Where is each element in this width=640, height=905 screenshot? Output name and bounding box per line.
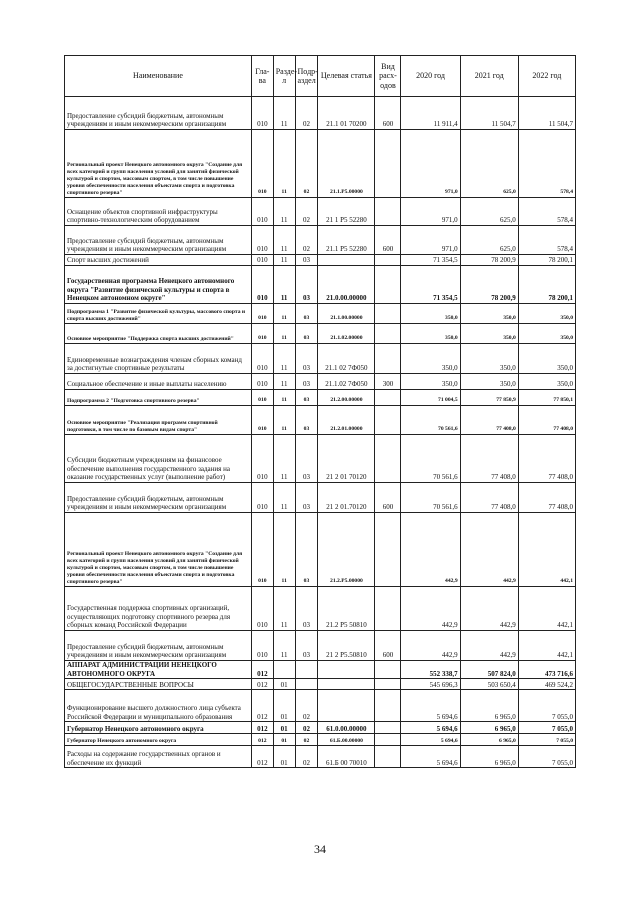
- header-glava: Глава: [251, 56, 273, 97]
- row-expense-type: [375, 734, 401, 746]
- row-value-2020: 5 694,6: [401, 690, 460, 722]
- table-row: [65, 97, 576, 130]
- row-value-2022: 78 200,1: [518, 266, 575, 304]
- table-header-row: [65, 56, 576, 97]
- row-target-article: 21.1.P5.00000: [318, 130, 375, 198]
- row-expense-type: 600: [375, 483, 401, 513]
- row-name: Региональный проект Ненецкого автономного округа "Создание для всех категорий и групп населения условий для занятий физической культурой и спортом, массовым спортом, в том числе повышение уровня обеспеченности населения объектами спорта и подготовка спортивного резерва": [65, 130, 252, 198]
- row-razdel: 11: [273, 304, 295, 324]
- row-name: ОБЩЕГОСУДАРСТВЕННЫЕ ВОПРОСЫ: [65, 679, 252, 690]
- row-razdel: 11: [273, 374, 295, 390]
- row-razdel: 11: [273, 587, 295, 631]
- row-expense-type: [375, 304, 401, 324]
- row-expense-type: [375, 266, 401, 304]
- row-target-article: 21.1 P5 52280: [318, 226, 375, 255]
- row-target-article: [318, 679, 375, 690]
- row-target-article: [318, 661, 375, 679]
- row-value-2020: 71 354,5: [401, 255, 460, 266]
- row-razdel: 11: [273, 435, 295, 483]
- row-value-2022: 77 408,0: [518, 435, 575, 483]
- row-podrazdel: 02: [295, 226, 318, 255]
- row-value-2021: 503 650,4: [460, 679, 518, 690]
- row-podrazdel: 03: [295, 587, 318, 631]
- row-glava: 010: [251, 255, 273, 266]
- row-expense-type: [375, 406, 401, 435]
- row-name: Региональный проект Ненецкого автономного округа "Создание для всех категорий и групп населения условий для занятий физической культурой и спортом, массовым спортом, в том числе повышение уровня обеспеченности населения объектами спорта и подготовка спортивного резерва": [65, 513, 252, 587]
- row-glava: 010: [251, 344, 273, 374]
- table-row: [65, 587, 576, 631]
- row-target-article: 21.1.02.00000: [318, 324, 375, 344]
- row-value-2021: 507 824,0: [460, 661, 518, 679]
- row-name: Подпрограмма 1 "Развитие физической культуры, массового спорта и спорта высших достижений": [65, 304, 252, 324]
- row-target-article: 21.1.00.00000: [318, 304, 375, 324]
- table-row: [65, 513, 576, 587]
- row-value-2020: 71 004,5: [401, 390, 460, 406]
- row-podrazdel: 02: [295, 690, 318, 722]
- row-glava: 012: [251, 722, 273, 734]
- row-target-article: 61.0.00.00000: [318, 722, 375, 734]
- row-podrazdel: 03: [295, 344, 318, 374]
- row-podrazdel: 03: [295, 324, 318, 344]
- row-value-2022: 7 055,0: [518, 734, 575, 746]
- table-row: [65, 374, 576, 390]
- row-value-2020: 971,0: [401, 198, 460, 226]
- table-row: [65, 255, 576, 266]
- row-glava: 010: [251, 304, 273, 324]
- row-value-2021: 78 200,9: [460, 255, 518, 266]
- row-razdel: 11: [273, 513, 295, 587]
- row-value-2021: 6 965,0: [460, 722, 518, 734]
- row-name: Основное мероприятие "Поддержка спорта высших достижений": [65, 324, 252, 344]
- row-razdel: 11: [273, 226, 295, 255]
- row-podrazdel: 02: [295, 130, 318, 198]
- row-value-2020: 442,9: [401, 631, 460, 661]
- table-row: [65, 435, 576, 483]
- row-podrazdel: 02: [295, 722, 318, 734]
- row-value-2021: 78 200,9: [460, 266, 518, 304]
- row-razdel: 01: [273, 679, 295, 690]
- row-expense-type: [375, 513, 401, 587]
- row-razdel: 11: [273, 406, 295, 435]
- row-value-2022: 350,0: [518, 324, 575, 344]
- row-expense-type: [375, 390, 401, 406]
- row-name: АППАРАТ АДМИНИСТРАЦИИ НЕНЕЦКОГО АВТОНОМНОГО ОКРУГА: [65, 661, 252, 679]
- row-podrazdel: 03: [295, 304, 318, 324]
- row-value-2021: 350,0: [460, 374, 518, 390]
- row-razdel: 11: [273, 198, 295, 226]
- row-expense-type: [375, 324, 401, 344]
- row-expense-type: [375, 722, 401, 734]
- row-target-article: 21 2 01 70120: [318, 435, 375, 483]
- table-row: [65, 304, 576, 324]
- row-glava: 012: [251, 746, 273, 768]
- row-name: Предоставление субсидий бюджетным, автономным учреждениям и иным некоммерческим организациям: [65, 631, 252, 661]
- row-value-2021: 77 408,0: [460, 406, 518, 435]
- row-podrazdel: 03: [295, 483, 318, 513]
- row-podrazdel: 03: [295, 406, 318, 435]
- row-value-2022: 350,0: [518, 344, 575, 374]
- row-name: Государственная поддержка спортивных организаций, осуществляющих подготовку спортивного резерва для сборных команд Российской Федерации: [65, 587, 252, 631]
- row-value-2022: 11 504,7: [518, 97, 575, 130]
- row-value-2022: 78 200,1: [518, 255, 575, 266]
- row-name: Основное мероприятие "Реализация программ спортивной подготовки, в том числе по базовым видам спорта": [65, 406, 252, 435]
- row-value-2021: 6 965,0: [460, 734, 518, 746]
- row-value-2020: 350,0: [401, 324, 460, 344]
- row-value-2021: 11 504,7: [460, 97, 518, 130]
- table-body: [65, 97, 576, 768]
- row-podrazdel: 03: [295, 631, 318, 661]
- budget-table: [64, 55, 576, 768]
- table-row: [65, 130, 576, 198]
- row-name: Губернатор Ненецкого автономного округа: [65, 734, 252, 746]
- row-value-2022: 578,4: [518, 226, 575, 255]
- header-target-article: Целевая статья: [318, 56, 375, 97]
- row-razdel: 11: [273, 130, 295, 198]
- row-value-2022: 469 524,2: [518, 679, 575, 690]
- row-razdel: 11: [273, 390, 295, 406]
- row-name: Предоставление субсидий бюджетным, автономным учреждениям и иным некоммерческим организациям: [65, 226, 252, 255]
- row-value-2022: 7 055,0: [518, 746, 575, 768]
- row-value-2022: 578,4: [518, 130, 575, 198]
- row-expense-type: [375, 130, 401, 198]
- table-row: [65, 266, 576, 304]
- row-value-2020: 70 561,6: [401, 406, 460, 435]
- row-name: Спорт высших достижений: [65, 255, 252, 266]
- row-razdel: 01: [273, 734, 295, 746]
- row-podrazdel: 02: [295, 198, 318, 226]
- row-target-article: [318, 690, 375, 722]
- table-row: [65, 746, 576, 768]
- table-row: [65, 734, 576, 746]
- table-row: [65, 226, 576, 255]
- row-razdel: 11: [273, 255, 295, 266]
- row-value-2022: 77 408,0: [518, 483, 575, 513]
- row-name: Государственная программа Ненецкого автономного округа "Развитие физической культуры и спорта в Ненецком автономном округе": [65, 266, 252, 304]
- row-value-2020: 442,9: [401, 513, 460, 587]
- row-value-2020: 70 561,6: [401, 435, 460, 483]
- row-target-article: 21.1.02 7Ф050: [318, 374, 375, 390]
- row-value-2022: 442,1: [518, 631, 575, 661]
- row-value-2020: 5 694,6: [401, 722, 460, 734]
- row-name: Предоставление субсидий бюджетным, автономным учреждениям и иным некоммерческим организациям: [65, 97, 252, 130]
- row-value-2022: 350,0: [518, 374, 575, 390]
- row-name: Единовременные вознаграждения членам сборных команд за достигнутые спортивные результаты: [65, 344, 252, 374]
- page-number: 34: [314, 842, 326, 856]
- row-value-2020: 545 696,3: [401, 679, 460, 690]
- row-value-2020: 5 694,6: [401, 746, 460, 768]
- row-glava: 010: [251, 483, 273, 513]
- table-row: [65, 344, 576, 374]
- table-row: [65, 679, 576, 690]
- row-glava: 012: [251, 661, 273, 679]
- row-glava: 012: [251, 690, 273, 722]
- row-expense-type: [375, 435, 401, 483]
- row-value-2020: 71 354,5: [401, 266, 460, 304]
- row-value-2021: 442,9: [460, 587, 518, 631]
- row-value-2022: 7 055,0: [518, 690, 575, 722]
- table-row: [65, 198, 576, 226]
- row-value-2021: 625,0: [460, 130, 518, 198]
- row-value-2021: 6 965,0: [460, 746, 518, 768]
- row-value-2022: 77 408,0: [518, 406, 575, 435]
- header-expense-type: Вид расходов: [375, 56, 401, 97]
- row-razdel: 01: [273, 722, 295, 734]
- row-glava: 010: [251, 97, 273, 130]
- row-glava: 010: [251, 266, 273, 304]
- row-target-article: 21.2.P5.00000: [318, 513, 375, 587]
- row-target-article: 21.0.00.00000: [318, 266, 375, 304]
- table-row: [65, 690, 576, 722]
- row-target-article: 21.2.01.00000: [318, 406, 375, 435]
- row-expense-type: [375, 198, 401, 226]
- row-value-2020: 971,0: [401, 226, 460, 255]
- row-value-2020: 350,0: [401, 304, 460, 324]
- row-value-2021: 625,0: [460, 226, 518, 255]
- row-name: Субсидии бюджетным учреждениям на финансовое обеспечение выполнения государственного задания на оказание государственных услуг (выполнение работ): [65, 435, 252, 483]
- row-value-2021: 77 850,9: [460, 390, 518, 406]
- row-name: Губернатор Ненецкого автономного округа: [65, 722, 252, 734]
- row-target-article: 61.Б.00.00000: [318, 734, 375, 746]
- row-razdel: 01: [273, 690, 295, 722]
- row-podrazdel: 03: [295, 513, 318, 587]
- row-glava: 010: [251, 631, 273, 661]
- row-value-2020: 442,9: [401, 587, 460, 631]
- row-value-2022: 350,0: [518, 304, 575, 324]
- row-glava: 012: [251, 679, 273, 690]
- row-value-2021: 77 408,0: [460, 483, 518, 513]
- header-year-2020: 2020 год: [401, 56, 460, 97]
- header-year-2021: 2021 год: [460, 56, 518, 97]
- header-podrazdel: Подраздел: [295, 56, 318, 97]
- row-podrazdel: [295, 661, 318, 679]
- table-row: [65, 661, 576, 679]
- row-name: Оснащение объектов спортивной инфраструктуры спортивно-технологическим оборудованием: [65, 198, 252, 226]
- row-podrazdel: 02: [295, 97, 318, 130]
- row-target-article: 21 1 P5 52280: [318, 198, 375, 226]
- row-target-article: 21 2 01.70120: [318, 483, 375, 513]
- row-glava: 010: [251, 513, 273, 587]
- budget-document: [64, 55, 576, 768]
- row-razdel: [273, 661, 295, 679]
- row-value-2020: 350,0: [401, 344, 460, 374]
- row-razdel: 11: [273, 266, 295, 304]
- row-expense-type: [375, 587, 401, 631]
- header-name: Наименование: [65, 56, 252, 97]
- row-value-2021: 442,9: [460, 513, 518, 587]
- row-value-2022: 473 716,6: [518, 661, 575, 679]
- row-value-2021: 6 965,0: [460, 690, 518, 722]
- row-value-2020: 971,0: [401, 130, 460, 198]
- row-name: Функционирование высшего должностного лица субъекта Российской Федерации и муниципального образования: [65, 690, 252, 722]
- row-glava: 010: [251, 406, 273, 435]
- row-value-2020: 5 694,6: [401, 734, 460, 746]
- row-glava: 010: [251, 390, 273, 406]
- header-year-2022: 2022 год: [518, 56, 575, 97]
- table-row: [65, 722, 576, 734]
- row-value-2022: 7 055,0: [518, 722, 575, 734]
- row-value-2021: 350,0: [460, 324, 518, 344]
- row-razdel: 01: [273, 746, 295, 768]
- row-value-2021: 625,0: [460, 198, 518, 226]
- row-podrazdel: 03: [295, 374, 318, 390]
- row-podrazdel: 03: [295, 390, 318, 406]
- row-glava: 010: [251, 435, 273, 483]
- row-expense-type: 300: [375, 374, 401, 390]
- row-podrazdel: 02: [295, 746, 318, 768]
- row-expense-type: 600: [375, 226, 401, 255]
- row-expense-type: [375, 690, 401, 722]
- row-value-2020: 11 911,4: [401, 97, 460, 130]
- row-value-2022: 77 850,1: [518, 390, 575, 406]
- row-value-2022: 578,4: [518, 198, 575, 226]
- row-target-article: 21.1 02 7Ф050: [318, 344, 375, 374]
- row-name: Социальное обеспечение и иные выплаты населению: [65, 374, 252, 390]
- row-name: Предоставление субсидий бюджетным, автономным учреждениям и иным некоммерческим организациям: [65, 483, 252, 513]
- row-glava: 010: [251, 374, 273, 390]
- row-target-article: 21.2 P5 50810: [318, 587, 375, 631]
- row-glava: 010: [251, 324, 273, 344]
- row-razdel: 11: [273, 631, 295, 661]
- row-target-article: [318, 255, 375, 266]
- row-expense-type: [375, 679, 401, 690]
- row-razdel: 11: [273, 483, 295, 513]
- row-razdel: 11: [273, 97, 295, 130]
- table-row: [65, 324, 576, 344]
- row-expense-type: 600: [375, 97, 401, 130]
- row-podrazdel: 03: [295, 435, 318, 483]
- row-value-2021: 350,0: [460, 344, 518, 374]
- row-name: Расходы на содержание государственных органов и обеспечение их функций: [65, 746, 252, 768]
- row-value-2022: 442,1: [518, 587, 575, 631]
- row-razdel: 11: [273, 344, 295, 374]
- table-row: [65, 483, 576, 513]
- row-expense-type: [375, 746, 401, 768]
- row-value-2020: 552 338,7: [401, 661, 460, 679]
- row-glava: 012: [251, 734, 273, 746]
- row-podrazdel: [295, 679, 318, 690]
- row-value-2021: 77 408,0: [460, 435, 518, 483]
- row-expense-type: 600: [375, 631, 401, 661]
- table-row: [65, 390, 576, 406]
- row-value-2021: 350,0: [460, 304, 518, 324]
- row-value-2020: 70 561,6: [401, 483, 460, 513]
- row-target-article: 21 2 P5.50810: [318, 631, 375, 661]
- row-expense-type: [375, 344, 401, 374]
- row-glava: 010: [251, 226, 273, 255]
- row-podrazdel: 03: [295, 255, 318, 266]
- row-expense-type: [375, 661, 401, 679]
- row-name: Подпрограмма 2 "Подготовка спортивного резерва": [65, 390, 252, 406]
- row-glava: 010: [251, 198, 273, 226]
- row-target-article: 61.Б 00 70010: [318, 746, 375, 768]
- row-value-2022: 442,1: [518, 513, 575, 587]
- row-glava: 010: [251, 130, 273, 198]
- row-value-2021: 442,9: [460, 631, 518, 661]
- table-row: [65, 631, 576, 661]
- row-razdel: 11: [273, 324, 295, 344]
- row-value-2020: 350,0: [401, 374, 460, 390]
- row-expense-type: [375, 255, 401, 266]
- row-podrazdel: 03: [295, 266, 318, 304]
- row-glava: 010: [251, 587, 273, 631]
- row-target-article: 21.2.00.00000: [318, 390, 375, 406]
- table-row: [65, 406, 576, 435]
- header-razdel: Раздел: [273, 56, 295, 97]
- row-podrazdel: 02: [295, 734, 318, 746]
- row-target-article: 21.1 01 70200: [318, 97, 375, 130]
